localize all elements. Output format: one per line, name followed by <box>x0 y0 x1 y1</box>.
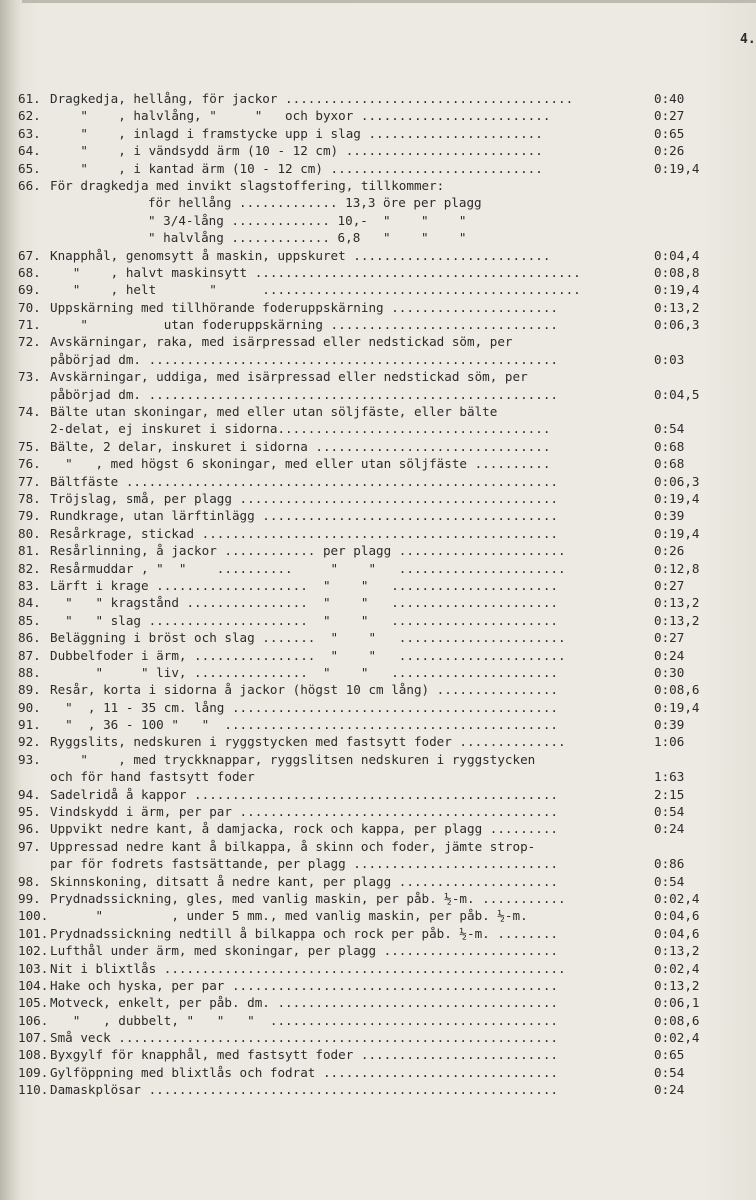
item-description: " , med tryckknappar, ryggslitsen nedskuren i ryggstycken <box>50 751 536 767</box>
item-number: 66. <box>18 177 41 193</box>
item-number: 87. <box>18 647 41 663</box>
list-item <box>18 1046 743 1063</box>
list-item <box>18 525 743 542</box>
item-description: Prydnadssickning, gles, med vanlig maskin, per påb. ½-m. ........... <box>50 890 566 906</box>
item-number: 107. <box>18 1030 49 1046</box>
item-number: 109. <box>18 1064 49 1080</box>
list-item <box>18 386 743 403</box>
item-number: 75. <box>18 438 41 454</box>
item-price: 0:54 <box>654 873 685 889</box>
item-price: 0:65 <box>654 1047 685 1063</box>
list-item <box>18 716 743 733</box>
list-item <box>18 664 743 681</box>
list-item <box>18 751 743 768</box>
item-description: " , dubbelt, " " " ...................................... <box>50 1012 558 1028</box>
item-description: Bälte, 2 delar, inskuret i sidorna ............................... <box>50 438 551 454</box>
list-item <box>18 316 743 333</box>
list-item <box>18 351 743 368</box>
item-description: Hake och hyska, per par ........................................... <box>50 977 558 993</box>
list-item <box>18 473 743 490</box>
item-description: " , under 5 mm., med vanlig maskin, per påb. ½-m. <box>50 908 528 924</box>
item-number: 101. <box>18 925 49 941</box>
item-description: Ryggslits, nedskuren i ryggstycken med fastsytt foder .............. <box>50 734 566 750</box>
list-item <box>18 1064 743 1081</box>
item-number: 92. <box>18 734 41 750</box>
item-number: 62. <box>18 108 41 124</box>
list-item <box>18 420 743 437</box>
item-description: " , 11 - 35 cm. lång ........................................... <box>50 699 558 715</box>
item-description: Uppvikt nedre kant, å damjacka, rock och kappa, per plagg ......... <box>50 821 558 837</box>
item-description: Vindskydd i ärm, per par .......................................... <box>50 804 558 820</box>
item-price: 0:54 <box>654 421 685 437</box>
item-price: 0:24 <box>654 821 685 837</box>
item-description: " , halvt maskinsytt ........................................... <box>50 264 581 280</box>
item-number: 88. <box>18 664 41 680</box>
item-price: 0:04,5 <box>654 386 700 402</box>
item-price: 0:19,4 <box>654 282 700 298</box>
item-price: 0:27 <box>654 630 685 646</box>
item-description: " " slag ..................... " " ...................... <box>50 612 558 628</box>
item-price: 0:13,2 <box>654 595 700 611</box>
item-description: Bälte utan skoningar, med eller utan söljfäste, eller bälte <box>50 404 498 420</box>
item-description: " , i kantad ärm (10 - 12 cm) ............................ <box>50 160 543 176</box>
item-number: 78. <box>18 490 41 506</box>
list-item <box>18 577 743 594</box>
item-description: Knapphål, genomsytt å maskin, uppskuret .......................... <box>50 247 551 263</box>
item-description: för hellång ............. 13,3 öre per plagg <box>148 195 482 211</box>
item-description: Resårkrage, stickad ............................................... <box>50 525 558 541</box>
item-description: påbörjad dm. ...................................................... <box>50 351 558 367</box>
item-description: " halvlång ............. 6,8 " " " <box>148 230 467 246</box>
item-description: Avskärningar, uddiga, med isärpressad eller nedstickad söm, per <box>50 369 528 385</box>
item-number: 83. <box>18 577 41 593</box>
item-number: 65. <box>18 160 41 176</box>
item-number: 67. <box>18 247 41 263</box>
list-item <box>18 125 743 142</box>
item-price: 0:19,4 <box>654 525 700 541</box>
list-item <box>18 107 743 124</box>
item-description: Nit i blixtlås ..................................................... <box>50 960 566 976</box>
item-price: 0:68 <box>654 438 685 454</box>
item-description: Avskärningar, raka, med isärpressad eller nedstickad söm, per <box>50 334 513 350</box>
item-number: 108. <box>18 1047 49 1063</box>
list-item <box>18 333 743 350</box>
list-item <box>18 768 743 785</box>
item-price: 0:08,6 <box>654 682 700 698</box>
item-description: 2-delat, ej inskuret i sidorna.................................... <box>50 421 551 437</box>
list-item <box>18 177 743 194</box>
item-price: 0:65 <box>654 125 685 141</box>
item-number: 68. <box>18 264 41 280</box>
item-number: 102. <box>18 943 49 959</box>
item-number: 81. <box>18 543 41 559</box>
item-number: 72. <box>18 334 41 350</box>
list-item <box>18 1012 743 1029</box>
item-number: 82. <box>18 560 41 576</box>
list-item <box>18 994 743 1011</box>
list-item <box>18 873 743 890</box>
page-top-edge <box>22 0 756 3</box>
item-number: 89. <box>18 682 41 698</box>
item-number: 98. <box>18 873 41 889</box>
price-list <box>18 90 743 1099</box>
item-price: 0:26 <box>654 543 685 559</box>
list-item <box>18 594 743 611</box>
list-item <box>18 855 743 872</box>
item-description: Små veck .......................................................... <box>50 1030 558 1046</box>
item-price: 0:06,3 <box>654 473 700 489</box>
list-item <box>18 90 743 107</box>
item-description: Sadelridå å kappor ................................................ <box>50 786 558 802</box>
item-description: " 3/4-lång ............. 10,- " " " <box>148 212 467 228</box>
list-item <box>18 507 743 524</box>
item-number: 106. <box>18 1012 49 1028</box>
item-description: Damaskplösar ...................................................... <box>50 1082 558 1098</box>
list-item <box>18 403 743 420</box>
item-price: 0:27 <box>654 577 685 593</box>
item-number: 94. <box>18 786 41 802</box>
item-description: " utan foderuppskärning .............................. <box>50 317 558 333</box>
list-item <box>18 960 743 977</box>
item-price: 0:12,8 <box>654 560 700 576</box>
list-item <box>18 699 743 716</box>
item-price: 0:08,8 <box>654 264 700 280</box>
list-item <box>18 142 743 159</box>
item-price: 0:54 <box>654 804 685 820</box>
item-number: 76. <box>18 456 41 472</box>
item-description: Dragkedja, hellång, för jackor ...................................... <box>50 91 574 106</box>
item-number: 70. <box>18 299 41 315</box>
item-price: 0:04,6 <box>654 925 700 941</box>
item-price: 0:19,4 <box>654 699 700 715</box>
item-price: 0:24 <box>654 1082 685 1098</box>
list-item <box>18 612 743 629</box>
item-price: 0:86 <box>654 856 685 872</box>
item-price: 0:04,6 <box>654 908 700 924</box>
item-price: 0:06,1 <box>654 995 700 1011</box>
item-description: Prydnadssickning nedtill å bilkappa och rock per påb. ½-m. ........ <box>50 925 558 941</box>
list-item <box>18 542 743 559</box>
item-number: 91. <box>18 717 41 733</box>
item-number: 73. <box>18 369 41 385</box>
item-price: 0:54 <box>654 1064 685 1080</box>
list-item <box>18 455 743 472</box>
item-number: 95. <box>18 804 41 820</box>
item-price: 0:02,4 <box>654 890 700 906</box>
item-number: 93. <box>18 751 41 767</box>
item-price: 0:13,2 <box>654 299 700 315</box>
item-number: 74. <box>18 404 41 420</box>
item-price: 0:68 <box>654 456 685 472</box>
list-item <box>18 212 743 229</box>
item-number: 84. <box>18 595 41 611</box>
item-number: 64. <box>18 143 41 159</box>
list-item <box>18 299 743 316</box>
item-description: Uppressad nedre kant å bilkappa, å skinn och foder, jämte strop- <box>50 838 536 854</box>
item-number: 97. <box>18 838 41 854</box>
item-description: " , 36 - 100 " " ............................................ <box>50 717 558 733</box>
item-price: 0:02,4 <box>654 1030 700 1046</box>
item-description: Dubbelfoder i ärm, ................ " " ...................... <box>50 647 566 663</box>
item-description: " " liv, ............... " " ...................... <box>50 664 558 680</box>
list-item <box>18 560 743 577</box>
item-price: 0:24 <box>654 647 685 663</box>
list-item <box>18 247 743 264</box>
item-description: " " kragstånd ................ " " ...................... <box>50 595 558 611</box>
list-item <box>18 925 743 942</box>
item-description: För dragkedja med invikt slagstoffering, tillkommer: <box>50 177 445 193</box>
item-description: Tröjslag, små, per plagg .......................................... <box>50 490 558 506</box>
item-price: 0:06,3 <box>654 317 700 333</box>
list-item <box>18 1081 743 1098</box>
list-item <box>18 490 743 507</box>
list-item <box>18 194 743 211</box>
item-description: och för hand fastsytt foder <box>50 769 255 785</box>
item-description: " , med högst 6 skoningar, med eller utan söljfäste .......... <box>50 456 551 472</box>
item-price: 0:02,4 <box>654 960 700 976</box>
item-description: Beläggning i bröst och slag ....... " " ...................... <box>50 630 566 646</box>
item-price: 0:04,4 <box>654 247 700 263</box>
item-description: Gylföppning med blixtlås och fodrat ............................... <box>50 1064 558 1080</box>
item-price: 0:19,4 <box>654 490 700 506</box>
list-item <box>18 1029 743 1046</box>
item-description: Rundkrage, utan lärftinlägg ....................................... <box>50 508 558 524</box>
item-description: Resårlinning, å jackor ............ per plagg ...................... <box>50 543 566 559</box>
item-description: Motveck, enkelt, per påb. dm. ..................................... <box>50 995 558 1011</box>
list-item <box>18 820 743 837</box>
item-number: 69. <box>18 282 41 298</box>
item-number: 77. <box>18 473 41 489</box>
item-description: " , inlagd i framstycke upp i slag ....................... <box>50 125 543 141</box>
list-item <box>18 647 743 664</box>
item-number: 104. <box>18 977 49 993</box>
item-price: 0:30 <box>654 664 685 680</box>
item-number: 80. <box>18 525 41 541</box>
list-item <box>18 281 743 298</box>
item-price: 1:06 <box>654 734 685 750</box>
item-price: 0:19,4 <box>654 160 700 176</box>
item-number: 85. <box>18 612 41 628</box>
list-item <box>18 786 743 803</box>
list-item <box>18 838 743 855</box>
page-number: 4. <box>740 32 756 47</box>
list-item <box>18 803 743 820</box>
item-price: 2:15 <box>654 786 685 802</box>
list-item <box>18 681 743 698</box>
item-description: Byxgylf för knapphål, med fastsytt foder .......................... <box>50 1047 558 1063</box>
list-item <box>18 890 743 907</box>
item-price: 0:13,2 <box>654 612 700 628</box>
item-description: par för fodrets fastsättande, per plagg ........................... <box>50 856 558 872</box>
list-item <box>18 942 743 959</box>
item-price: 0:27 <box>654 108 685 124</box>
item-price: 0:26 <box>654 143 685 159</box>
item-description: Bältfäste ......................................................... <box>50 473 558 489</box>
item-number: 61. <box>18 91 41 106</box>
item-number: 100. <box>18 908 49 924</box>
item-number: 86. <box>18 630 41 646</box>
item-price: 0:39 <box>654 717 685 733</box>
item-description: påbörjad dm. ...................................................... <box>50 386 558 402</box>
item-number: 79. <box>18 508 41 524</box>
item-price: 0:40 <box>654 91 685 106</box>
item-number: 63. <box>18 125 41 141</box>
list-item <box>18 229 743 246</box>
item-price: 0:39 <box>654 508 685 524</box>
item-description: " , helt " .......................................... <box>50 282 581 298</box>
item-description: Uppskärning med tillhörande foderuppskärning ...................... <box>50 299 558 315</box>
list-item <box>18 907 743 924</box>
item-price: 1:63 <box>654 769 685 785</box>
item-price: 0:13,2 <box>654 943 700 959</box>
list-item <box>18 977 743 994</box>
list-item <box>18 368 743 385</box>
item-price: 0:13,2 <box>654 977 700 993</box>
item-number: 103. <box>18 960 49 976</box>
list-item <box>18 733 743 750</box>
item-number: 71. <box>18 317 41 333</box>
item-number: 99. <box>18 890 41 906</box>
list-item <box>18 438 743 455</box>
item-price: 0:03 <box>654 351 685 367</box>
item-number: 96. <box>18 821 41 837</box>
list-item <box>18 160 743 177</box>
item-description: Lufthål under ärm, med skoningar, per plagg ....................... <box>50 943 558 959</box>
item-number: 110. <box>18 1082 49 1098</box>
item-number: 90. <box>18 699 41 715</box>
list-item <box>18 264 743 281</box>
item-description: Skinnskoning, ditsatt å nedre kant, per plagg ..................... <box>50 873 558 889</box>
item-description: " , i vändsydd ärm (10 - 12 cm) .......................... <box>50 143 543 159</box>
item-description: Resår, korta i sidorna å jackor (högst 10 cm lång) ................ <box>50 682 558 698</box>
item-number: 105. <box>18 995 49 1011</box>
list-item <box>18 629 743 646</box>
item-description: Resårmuddar , " " .......... " " ...................... <box>50 560 566 576</box>
item-description: " , halvlång, " " och byxor ......................... <box>50 108 551 124</box>
item-description: Lärft i krage .................... " " ...................... <box>50 577 558 593</box>
item-price: 0:08,6 <box>654 1012 700 1028</box>
